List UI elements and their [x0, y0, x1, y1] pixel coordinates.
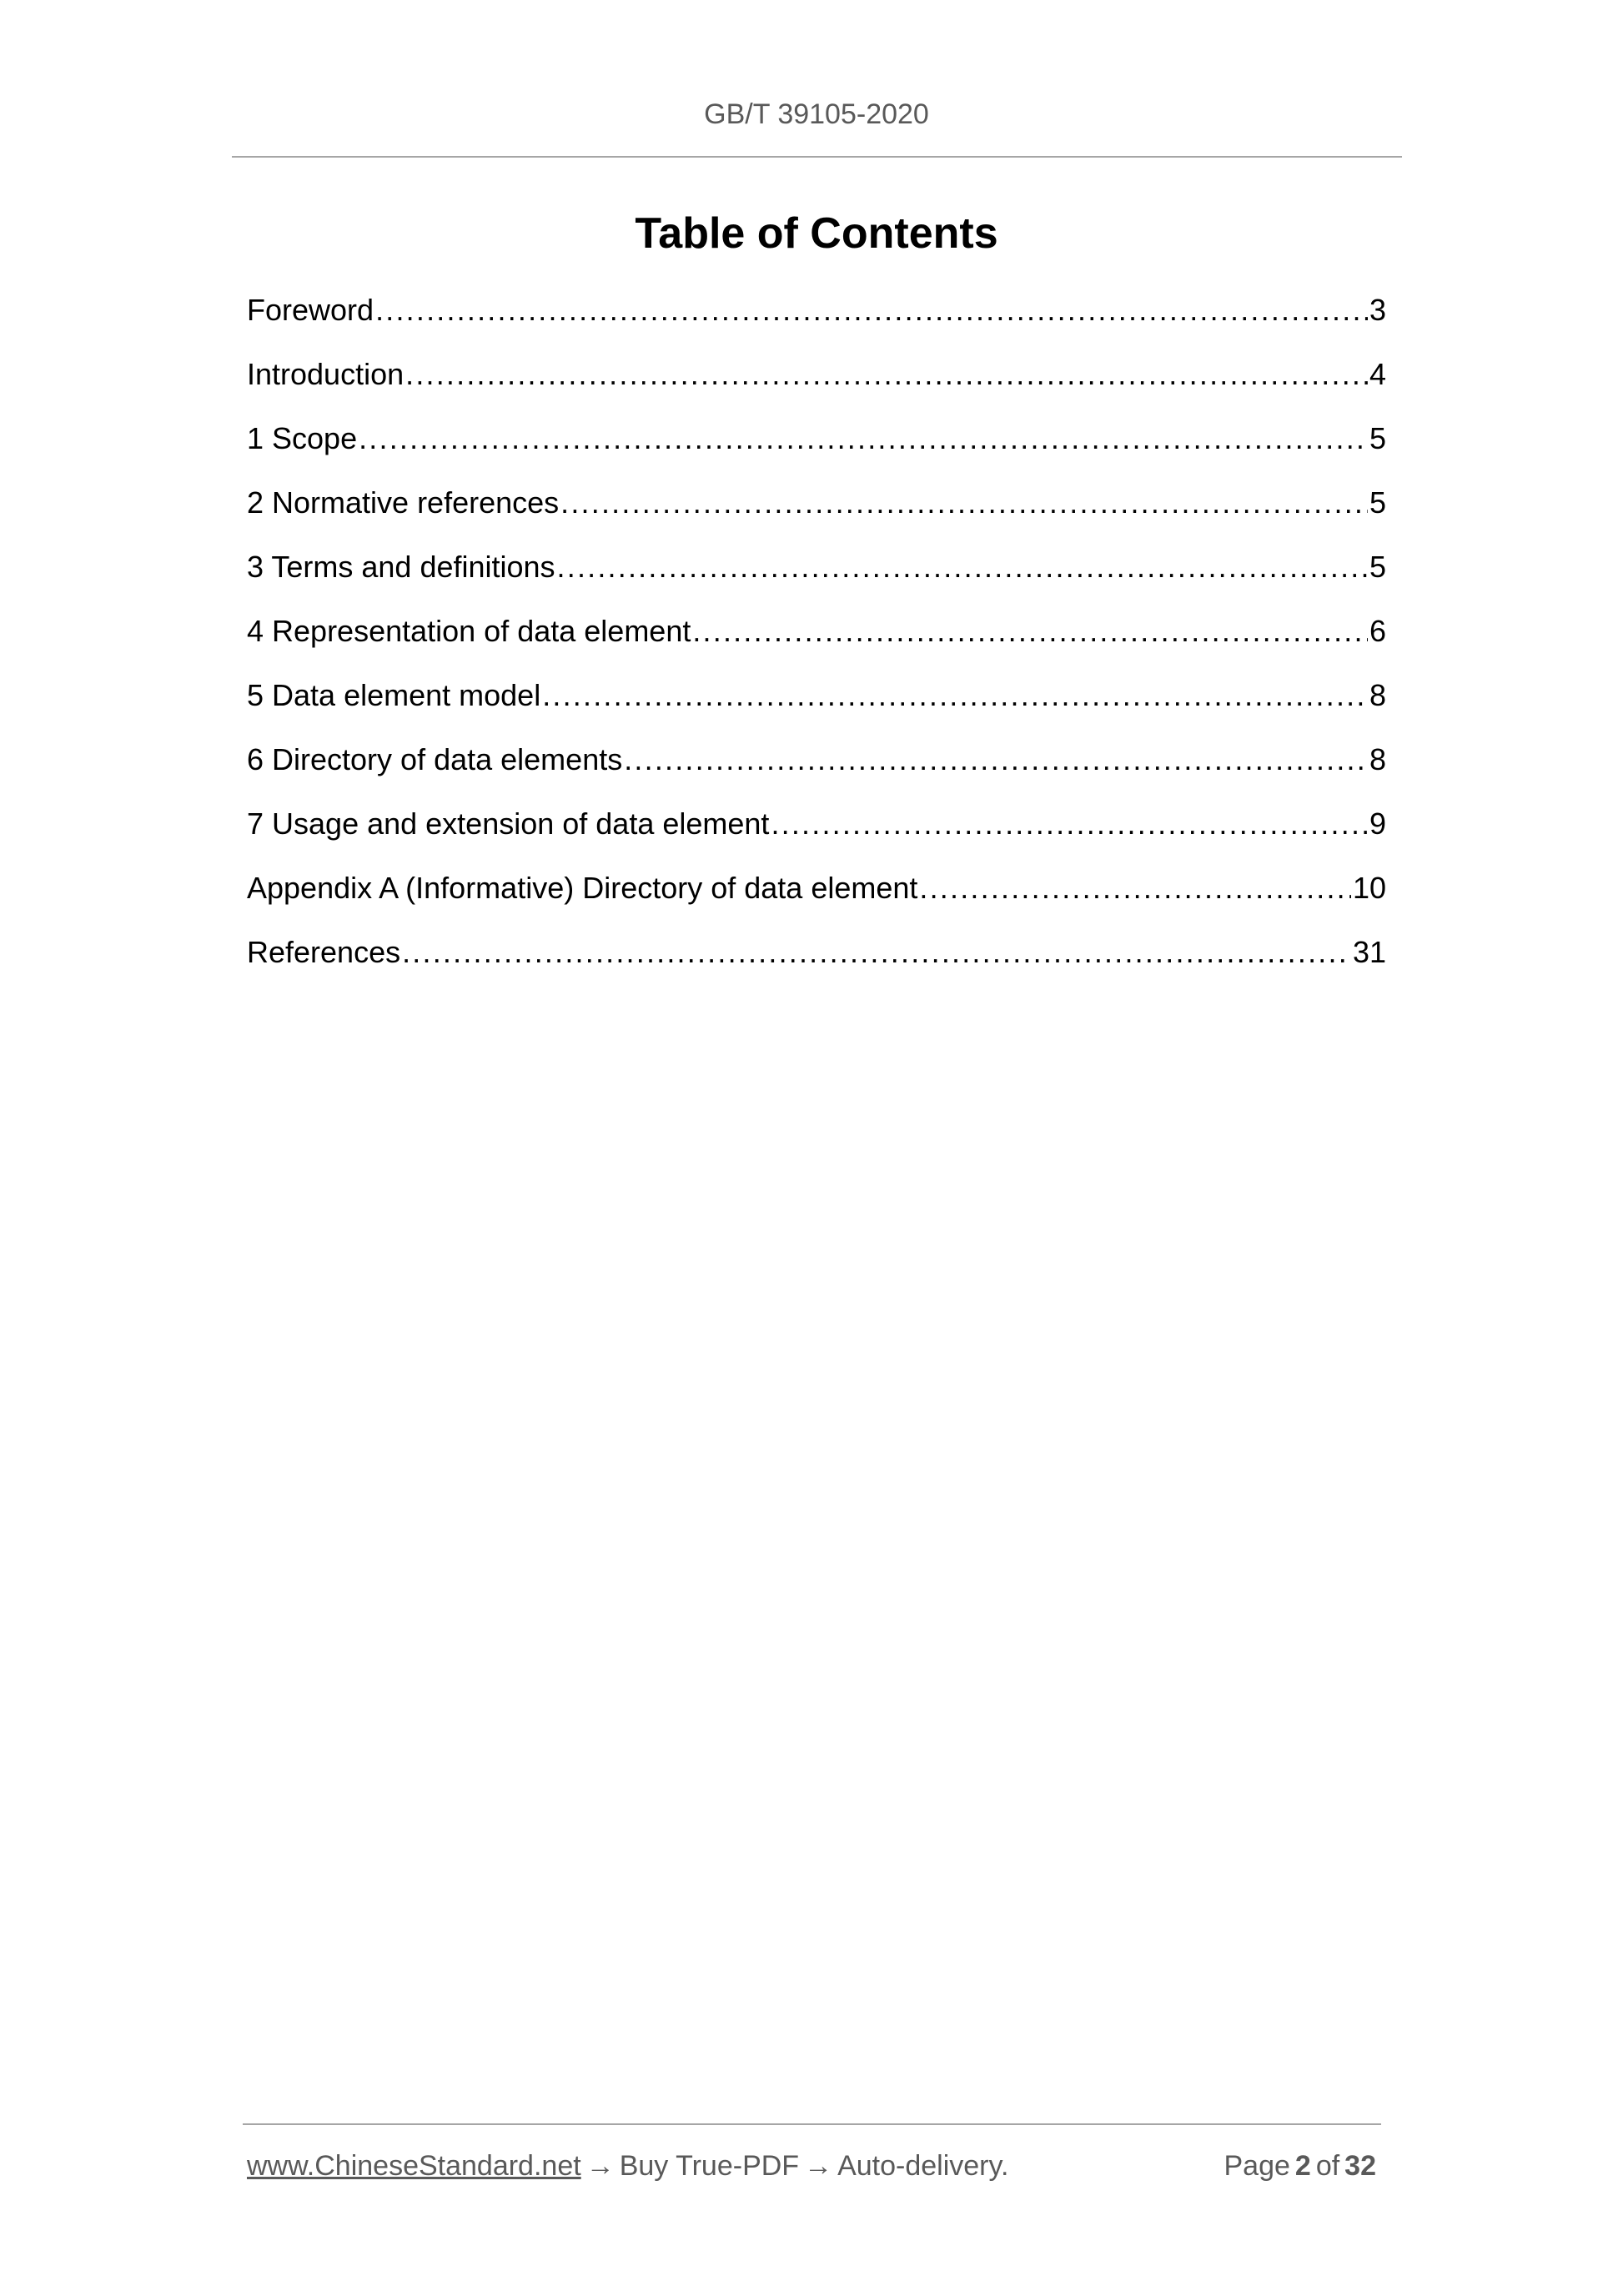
toc-list	[247, 289, 1386, 996]
toc-entry-page: 3	[1369, 293, 1386, 327]
dot-leader	[919, 867, 1351, 909]
toc-entry-label: 4 Representation of data element	[247, 614, 691, 648]
footer-promo	[247, 2150, 1008, 2183]
dot-leader	[402, 932, 1351, 973]
toc-entry-introduction[interactable]	[247, 354, 1386, 418]
toc-entry-page: 8	[1369, 678, 1386, 712]
toc-entry-label: Appendix A (Informative) Directory of data element	[247, 871, 918, 905]
toc-entry-appendix-a[interactable]	[247, 867, 1386, 932]
toc-entry-normative-references[interactable]	[247, 482, 1386, 546]
page-indicator	[1219, 2150, 1376, 2183]
toc-entry-label: 1 Scope	[247, 421, 358, 455]
toc-entry-page: 8	[1369, 742, 1386, 776]
toc-entry-page: 31	[1352, 935, 1386, 969]
toc-entry-page: 4	[1369, 357, 1386, 391]
arrow-right-icon: →	[804, 2150, 833, 2182]
toc-entry-label: 5 Data element model	[247, 678, 541, 712]
header-divider	[232, 156, 1402, 158]
toc-entry-page: 9	[1369, 806, 1386, 841]
toc-entry-page: 10	[1352, 871, 1386, 905]
toc-entry-foreword[interactable]	[247, 289, 1386, 354]
arrow-right-icon: →	[585, 2150, 615, 2182]
page-footer	[247, 2150, 1376, 2183]
toc-entry-data-element-model[interactable]	[247, 675, 1386, 739]
document-id-header: GB/T 39105-2020	[704, 98, 929, 130]
toc-entry-label: 7 Usage and extension of data element	[247, 806, 770, 841]
dot-leader	[405, 354, 1368, 395]
toc-entry-label: 3 Terms and definitions	[247, 550, 555, 584]
dot-leader	[560, 482, 1368, 524]
chinesestandard-link[interactable]: www.ChineseStandard.net	[247, 2150, 581, 2182]
toc-entry-label: References	[247, 935, 401, 969]
toc-entry-label: Foreword	[247, 293, 374, 327]
toc-entry-label: 6 Directory of data elements	[247, 742, 623, 776]
dot-leader	[692, 610, 1368, 652]
footer-divider	[243, 2123, 1381, 2125]
dot-leader	[557, 546, 1368, 588]
page-label: Page	[1224, 2150, 1290, 2182]
dot-leader	[624, 739, 1368, 781]
toc-entry-representation[interactable]	[247, 610, 1386, 675]
toc-entry-page: 5	[1369, 550, 1386, 584]
buy-true-pdf-text: Buy True-PDF	[619, 2150, 800, 2182]
total-pages-number: 32	[1344, 2150, 1376, 2182]
dot-leader	[542, 675, 1368, 716]
page-of-label: of	[1315, 2150, 1340, 2182]
toc-entry-page: 5	[1369, 421, 1386, 455]
dot-leader	[375, 289, 1368, 331]
toc-entry-usage-extension[interactable]	[247, 803, 1386, 867]
toc-entry-terms-and-definitions[interactable]	[247, 546, 1386, 610]
toc-entry-page: 6	[1369, 614, 1386, 648]
toc-entry-references[interactable]	[247, 932, 1386, 996]
toc-entry-label: Introduction	[247, 357, 404, 391]
page-title: Table of Contents	[635, 209, 998, 258]
dot-leader	[771, 803, 1368, 845]
auto-delivery-text: Auto-delivery.	[837, 2150, 1009, 2182]
dot-leader	[359, 418, 1368, 460]
toc-entry-label: 2 Normative references	[247, 485, 560, 520]
toc-entry-scope[interactable]	[247, 418, 1386, 482]
toc-entry-directory[interactable]	[247, 739, 1386, 803]
toc-entry-page: 5	[1369, 485, 1386, 520]
current-page-number: 2	[1294, 2150, 1311, 2182]
